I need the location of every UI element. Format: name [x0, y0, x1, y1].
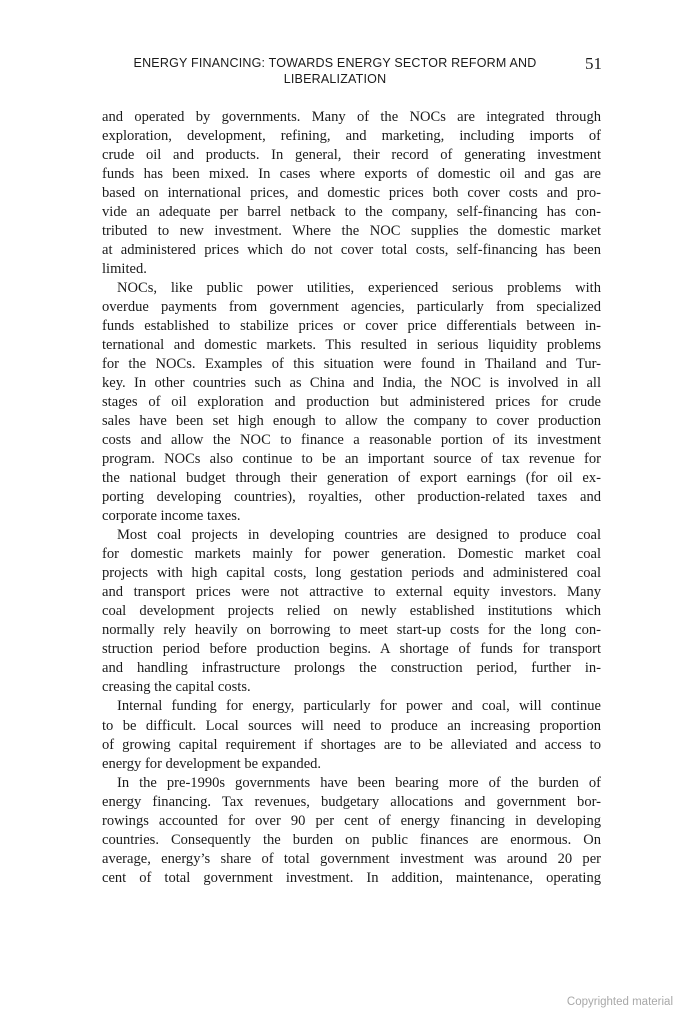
paragraph — [102, 697, 601, 773]
text-line: porting developing countries), royalties, other production-related taxes and — [102, 489, 601, 506]
text-line: coal development projects relied on newly established institutions which — [102, 603, 601, 620]
text-line: In the pre-1990s governments have been bearing more of the burden of — [117, 774, 601, 791]
text-line: rowings accounted for over 90 per cent of energy financing in developing — [102, 812, 601, 829]
text-line: and operated by governments. Many of the NOCs are integrated through — [102, 109, 601, 125]
text-line: crude oil and products. In general, their record of generating investment — [102, 147, 601, 164]
text-line: struction period before production begins. A shortage of funds for transport — [102, 641, 601, 658]
text-line: energy financing. Tax revenues, budgetary allocations and government bor- — [102, 793, 601, 810]
text-line: for the NOCs. Examples of this situation were found in Thailand and Tur- — [102, 356, 601, 373]
text-line: of growing capital requirement if shortages are to be alleviated and access to — [102, 736, 601, 753]
paragraph — [102, 526, 601, 697]
text-line: overdue payments from government agencies, particularly from specialized — [102, 299, 601, 316]
running-head-line-2: LIBERALIZATION — [283, 72, 387, 86]
text-line: normally rely heavily on borrowing to meet start-up costs for the long con- — [102, 622, 601, 639]
text-line: vide an adequate per barrel netback to the company, self-financing has con- — [102, 204, 601, 221]
text-line: energy for development be expanded. — [102, 755, 322, 772]
text-line: limited. — [102, 261, 147, 278]
text-line: based on international prices, and domestic prices both cover costs and pro- — [102, 185, 601, 202]
body-text — [102, 108, 601, 888]
text-line: at administered prices which do not cover total costs, self-financing has been — [102, 242, 601, 259]
page-number: 51 — [585, 54, 602, 73]
text-line: funds has been mixed. In cases where exports of domestic oil and gas are — [102, 166, 601, 183]
copyright-watermark: Copyrighted material — [566, 996, 673, 1008]
text-line: projects with high capital costs, long gestation periods and administered coal — [102, 565, 601, 582]
text-line: and transport prices were not attractive to external equity investors. Many — [102, 584, 601, 601]
text-line: stages of oil exploration and production but administered prices for crude — [102, 394, 601, 411]
running-head — [100, 55, 570, 87]
text-line: funds established to stabilize prices or cover price differentials between in- — [102, 318, 601, 335]
text-line: tributed to new investment. Where the NOC supplies the domestic market — [102, 223, 601, 240]
text-line: and handling infrastructure prolongs the construction period, further in- — [102, 660, 601, 677]
text-line: to be difficult. Local sources will need to produce an increasing proportion — [102, 717, 601, 734]
text-line: corporate income taxes. — [102, 508, 241, 525]
text-line: exploration, development, refining, and marketing, including imports of — [102, 128, 601, 145]
text-line: sales have been set high enough to allow the company to cover production — [102, 413, 601, 430]
text-line: cent of total government investment. In addition, maintenance, operating — [102, 869, 601, 886]
paragraph — [102, 108, 601, 279]
text-line: costs and allow the NOC to finance a reasonable portion of its investment — [102, 432, 601, 449]
text-line: ternational and domestic markets. This resulted in serious liquidity problems — [102, 337, 601, 354]
text-line: the national budget through their generation of export earnings (for oil ex- — [102, 470, 601, 487]
text-line: creasing the capital costs. — [102, 679, 251, 696]
text-line: program. NOCs also continue to be an important source of tax revenue for — [102, 451, 601, 468]
paragraph — [102, 279, 601, 526]
running-head-line-1: ENERGY FINANCING: TOWARDS ENERGY SECTOR REFORM AND — [133, 56, 537, 70]
text-line: countries. Consequently the burden on public finances are enormous. On — [102, 831, 601, 848]
text-line: Most coal projects in developing countries are designed to produce coal — [117, 527, 601, 544]
text-line: for domestic markets mainly for power generation. Domestic market coal — [102, 546, 601, 563]
text-line: Internal funding for energy, particularly for power and coal, will continue — [117, 698, 601, 715]
text-line: average, energy’s share of total government investment was around 20 per — [102, 850, 601, 867]
text-line: NOCs, like public power utilities, experienced serious problems with — [117, 280, 601, 297]
paragraph — [102, 774, 601, 888]
text-line: key. In other countries such as China and India, the NOC is involved in all — [102, 375, 601, 392]
